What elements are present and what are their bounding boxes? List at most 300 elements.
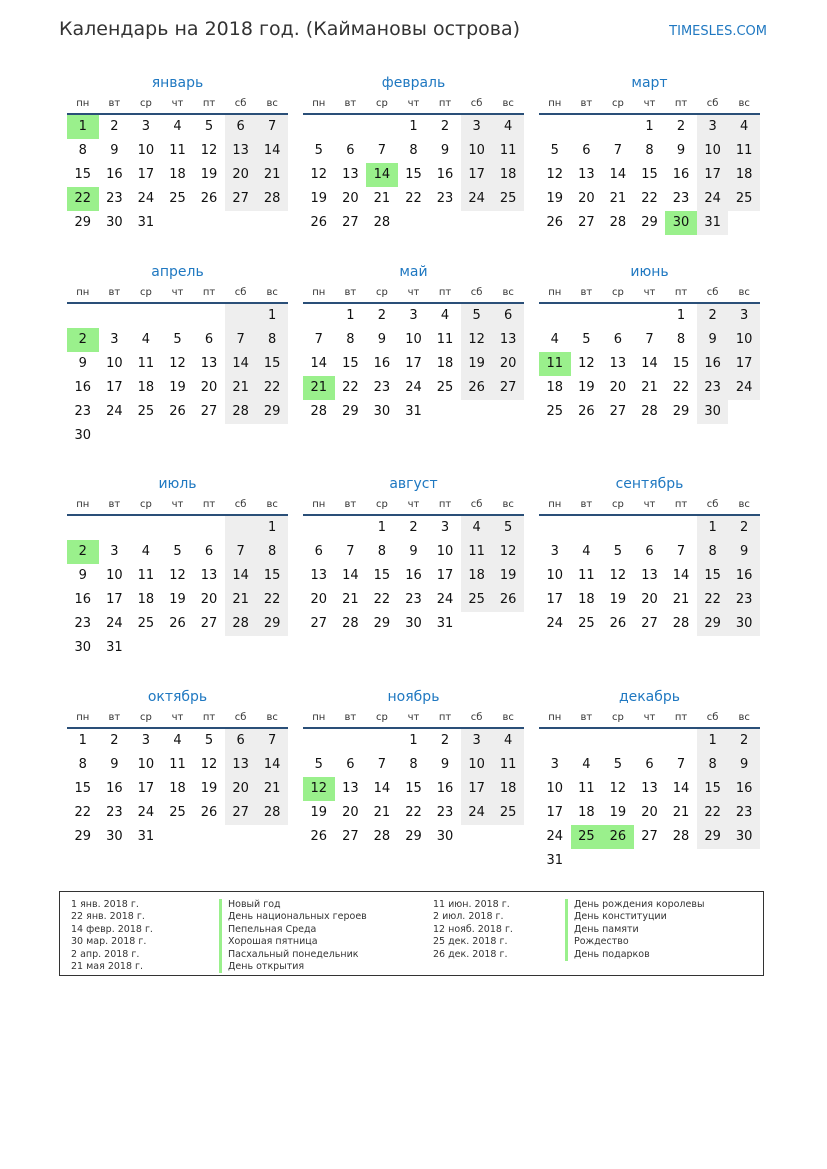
day-cell: 6 — [225, 729, 257, 753]
day-cell: 2 — [728, 729, 760, 753]
day-grid — [67, 115, 288, 235]
day-cell: 4 — [173, 733, 182, 748]
weekday-label: пт — [674, 499, 688, 510]
day-cell: 20 — [342, 191, 359, 206]
empty-cell — [193, 516, 225, 540]
legend-holiday-name: День памяти — [565, 924, 704, 936]
empty-cell — [162, 211, 194, 235]
day-cell: 29 — [641, 215, 658, 230]
day-cell: 6 — [204, 332, 214, 347]
day-grid — [539, 115, 760, 235]
day-cell: 24 — [461, 187, 493, 211]
weekday-label: пн — [548, 712, 562, 723]
day-cell: 29 — [672, 404, 690, 419]
day-grid — [539, 729, 760, 873]
weekday-label: чт — [643, 499, 656, 510]
day-cell: 14 — [366, 163, 398, 187]
weekday-label: ср — [611, 712, 624, 723]
day-cell: 7 — [377, 757, 387, 772]
weekday-label: вт — [344, 499, 357, 510]
month-name: март — [631, 75, 668, 91]
weekday-label: ср — [375, 287, 388, 298]
day-cell: 17 — [106, 380, 123, 395]
empty-cell — [492, 400, 524, 424]
empty-cell — [67, 304, 99, 328]
weekday-label: пн — [548, 98, 562, 109]
day-cell: 7 — [676, 544, 686, 559]
day-cell: 22 — [373, 592, 391, 607]
weekday-label: ср — [375, 712, 388, 723]
month-block — [67, 687, 288, 849]
day-cell: 31 — [697, 211, 729, 235]
day-cell: 15 — [697, 564, 729, 588]
weekday-label: пн — [312, 98, 326, 109]
weekday-label: пн — [312, 712, 326, 723]
empty-cell — [256, 636, 288, 660]
day-cell: 2 — [110, 733, 119, 748]
day-cell: 24 — [461, 801, 493, 825]
day-cell: 6 — [582, 143, 591, 158]
day-cell: 4 — [582, 757, 591, 772]
weekday-header — [303, 285, 524, 301]
month-name: апрель — [151, 264, 204, 280]
day-cell: 19 — [461, 352, 493, 376]
day-cell: 17 — [461, 777, 493, 801]
month-block — [303, 474, 524, 636]
day-cell: 1 — [645, 119, 654, 134]
day-cell: 19 — [169, 380, 186, 395]
day-cell: 6 — [314, 544, 323, 559]
day-cell: 24 — [405, 380, 422, 395]
day-cell: 12 — [546, 167, 564, 182]
day-grid — [539, 304, 760, 424]
empty-cell — [303, 115, 335, 139]
day-cell: 24 — [436, 592, 454, 607]
day-cell: 17 — [546, 592, 564, 607]
empty-cell — [571, 849, 603, 873]
month-name: февраль — [381, 75, 446, 91]
day-cell: 16 — [373, 356, 391, 371]
weekday-label: вт — [108, 287, 121, 298]
day-cell: 21 — [672, 805, 690, 820]
day-cell: 2 — [697, 304, 729, 328]
day-cell: 18 — [728, 163, 760, 187]
day-cell: 6 — [613, 332, 623, 347]
day-cell: 7 — [613, 143, 623, 158]
day-cell: 9 — [728, 753, 760, 777]
weekday-label: вт — [344, 712, 357, 723]
day-cell: 29 — [256, 612, 288, 636]
day-cell: 19 — [609, 592, 627, 607]
day-cell: 12 — [169, 568, 186, 583]
weekday-label: сб — [470, 499, 483, 510]
day-cell: 25 — [546, 404, 564, 419]
day-cell: 18 — [461, 564, 493, 588]
day-cell: 21 — [641, 380, 658, 395]
day-cell: 2 — [67, 328, 99, 352]
day-cell: 27 — [578, 215, 595, 230]
day-cell: 8 — [676, 332, 686, 347]
day-cell: 19 — [169, 592, 186, 607]
day-cell: 7 — [225, 540, 257, 564]
day-cell: 1 — [676, 308, 686, 323]
day-cell: 10 — [728, 328, 760, 352]
weekday-label: ср — [375, 98, 388, 109]
day-cell: 27 — [310, 616, 328, 631]
weekday-label: сб — [470, 712, 483, 723]
day-cell: 2 — [110, 119, 119, 134]
weekday-label: ср — [139, 712, 152, 723]
day-cell: 29 — [256, 400, 288, 424]
empty-cell — [162, 825, 194, 849]
weekday-label: пт — [438, 712, 452, 723]
day-cell: 10 — [546, 568, 564, 583]
day-cell: 16 — [106, 781, 123, 796]
day-cell: 14 — [310, 356, 328, 371]
empty-cell — [335, 729, 367, 753]
day-cell: 5 — [582, 332, 591, 347]
weekday-label: вт — [108, 712, 121, 723]
day-cell: 11 — [539, 352, 571, 376]
day-cell: 4 — [461, 516, 493, 540]
weekday-label: чт — [643, 712, 656, 723]
day-cell: 13 — [641, 781, 658, 796]
legend-date: 2 июл. 2018 г. — [433, 911, 504, 923]
day-cell: 25 — [492, 801, 524, 825]
day-cell: 17 — [405, 356, 422, 371]
empty-cell — [162, 636, 194, 660]
empty-cell — [99, 304, 131, 328]
day-cell: 22 — [342, 380, 359, 395]
day-cell: 16 — [728, 564, 760, 588]
empty-cell — [602, 849, 634, 873]
day-cell: 6 — [204, 544, 214, 559]
day-cell: 17 — [137, 781, 155, 796]
month-block — [539, 73, 760, 235]
day-cell: 14 — [225, 564, 257, 588]
day-cell: 10 — [436, 544, 454, 559]
day-cell: 18 — [492, 777, 524, 801]
empty-cell — [67, 516, 99, 540]
day-cell: 12 — [578, 356, 595, 371]
empty-cell — [461, 825, 493, 849]
weekday-label: сб — [234, 499, 247, 510]
empty-cell — [225, 211, 257, 235]
month-name: декабрь — [618, 689, 681, 705]
day-cell: 21 — [256, 777, 288, 801]
day-cell: 21 — [342, 592, 359, 607]
day-cell: 28 — [609, 215, 627, 230]
day-cell: 14 — [342, 568, 359, 583]
day-cell: 18 — [169, 781, 186, 796]
day-cell: 5 — [173, 332, 182, 347]
weekday-header — [67, 710, 288, 726]
day-cell: 14 — [672, 781, 690, 796]
day-cell: 19 — [310, 191, 328, 206]
day-cell: 5 — [314, 143, 323, 158]
legend-date: 25 дек. 2018 г. — [433, 936, 508, 948]
day-cell: 18 — [169, 167, 186, 182]
month-block — [539, 474, 760, 636]
day-cell: 23 — [373, 380, 391, 395]
empty-cell — [461, 211, 493, 235]
day-cell: 9 — [110, 757, 119, 772]
legend-date: 12 нояб. 2018 г. — [433, 923, 513, 935]
weekday-label: пт — [438, 499, 452, 510]
day-cell: 19 — [200, 781, 218, 796]
day-cell: 1 — [78, 733, 87, 748]
weekday-label: вс — [738, 712, 750, 723]
weekday-label: вт — [580, 287, 593, 298]
weekday-label: ср — [375, 499, 388, 510]
weekday-label: пт — [438, 98, 452, 109]
weekday-header — [67, 497, 288, 513]
day-cell: 10 — [461, 139, 493, 163]
day-cell: 3 — [141, 733, 151, 748]
day-cell: 6 — [346, 757, 355, 772]
day-cell: 14 — [373, 781, 391, 796]
weekday-label: вс — [266, 712, 278, 723]
day-cell: 30 — [405, 616, 422, 631]
day-cell: 3 — [550, 757, 559, 772]
weekday-label: вс — [502, 712, 514, 723]
day-cell: 15 — [405, 167, 422, 182]
legend-holiday-name: День открытия — [219, 961, 367, 973]
day-cell: 19 — [492, 564, 524, 588]
weekday-header — [67, 285, 288, 301]
day-cell: 22 — [697, 588, 729, 612]
day-cell: 7 — [645, 332, 654, 347]
day-cell: 7 — [256, 115, 288, 139]
month-name: май — [399, 264, 428, 280]
day-cell: 11 — [436, 332, 454, 347]
day-cell: 20 — [641, 592, 658, 607]
day-cell: 25 — [461, 588, 493, 612]
day-cell: 27 — [225, 187, 257, 211]
day-cell: 23 — [697, 376, 729, 400]
day-cell: 7 — [225, 328, 257, 352]
month-block — [67, 474, 288, 660]
day-cell: 9 — [377, 332, 387, 347]
day-cell: 20 — [492, 352, 524, 376]
day-cell: 19 — [578, 380, 595, 395]
day-cell: 25 — [137, 616, 155, 631]
day-cell: 16 — [728, 777, 760, 801]
day-cell: 28 — [225, 612, 257, 636]
day-cell: 17 — [461, 163, 493, 187]
day-cell: 7 — [377, 143, 387, 158]
day-grid — [303, 516, 524, 636]
day-cell: 30 — [106, 215, 123, 230]
day-cell: 13 — [225, 139, 257, 163]
legend-date: 30 мар. 2018 г. — [71, 936, 147, 948]
day-cell: 1 — [67, 115, 99, 139]
weekday-header — [303, 497, 524, 513]
day-cell: 31 — [137, 829, 155, 844]
day-cell: 13 — [225, 753, 257, 777]
day-cell: 28 — [641, 404, 658, 419]
empty-cell — [193, 211, 225, 235]
weekday-label: сб — [470, 287, 483, 298]
day-cell: 5 — [492, 516, 524, 540]
day-cell: 21 — [225, 376, 257, 400]
weekday-label: чт — [407, 499, 420, 510]
empty-cell — [571, 115, 603, 139]
weekday-header — [539, 710, 760, 726]
empty-cell — [602, 304, 634, 328]
day-cell: 15 — [256, 564, 288, 588]
weekday-header — [303, 710, 524, 726]
weekday-label: сб — [470, 98, 483, 109]
day-cell: 9 — [440, 757, 450, 772]
day-cell: 26 — [578, 404, 595, 419]
day-cell: 21 — [373, 191, 391, 206]
day-cell: 15 — [256, 352, 288, 376]
legend-dates-left — [71, 899, 153, 973]
day-cell: 1 — [409, 733, 418, 748]
month-name: ноябрь — [387, 689, 440, 705]
day-cell: 25 — [436, 380, 454, 395]
empty-cell — [634, 849, 666, 873]
day-cell: 10 — [137, 757, 155, 772]
day-cell: 24 — [728, 376, 760, 400]
empty-cell — [665, 849, 697, 873]
day-cell: 8 — [78, 143, 87, 158]
day-cell: 12 — [303, 777, 335, 801]
weekday-label: пн — [76, 287, 90, 298]
day-cell: 31 — [106, 640, 123, 655]
weekday-label: вс — [266, 98, 278, 109]
day-cell: 12 — [169, 356, 186, 371]
day-cell: 28 — [373, 215, 391, 230]
day-cell: 10 — [697, 139, 729, 163]
day-cell: 26 — [546, 215, 564, 230]
day-cell: 31 — [137, 215, 155, 230]
day-grid — [539, 516, 760, 636]
day-cell: 27 — [225, 801, 257, 825]
weekday-label: сб — [234, 287, 247, 298]
legend-date: 14 февр. 2018 г. — [71, 923, 153, 935]
day-cell: 18 — [546, 380, 564, 395]
day-cell: 12 — [609, 568, 627, 583]
month-block — [303, 73, 524, 235]
day-cell: 13 — [310, 568, 328, 583]
weekday-label: чт — [171, 712, 184, 723]
empty-cell — [571, 304, 603, 328]
day-cell: 22 — [256, 588, 288, 612]
day-cell: 16 — [74, 592, 92, 607]
day-cell: 25 — [169, 805, 186, 820]
day-cell: 7 — [346, 544, 355, 559]
weekday-label: сб — [706, 287, 719, 298]
day-cell: 7 — [256, 729, 288, 753]
empty-cell — [602, 729, 634, 753]
day-cell: 13 — [492, 328, 524, 352]
day-cell: 16 — [672, 167, 690, 182]
page-title: Календарь на 2018 год. (Каймановы острова) — [59, 18, 521, 40]
day-cell: 4 — [141, 544, 151, 559]
day-cell: 27 — [609, 404, 627, 419]
day-cell: 20 — [609, 380, 627, 395]
day-cell: 22 — [697, 801, 729, 825]
day-cell: 8 — [409, 143, 418, 158]
site-link[interactable]: TIMESLES.COM — [669, 24, 767, 39]
weekday-label: ср — [611, 287, 624, 298]
day-cell: 29 — [342, 404, 359, 419]
weekday-label: пт — [202, 499, 216, 510]
legend-holiday-name: Пасхальный понедельник — [219, 949, 367, 961]
day-cell: 10 — [461, 753, 493, 777]
empty-cell — [728, 211, 760, 235]
month-name: январь — [151, 75, 204, 91]
legend-holiday-name: День конституции — [565, 911, 704, 923]
day-cell: 27 — [200, 616, 218, 631]
day-cell: 30 — [373, 404, 391, 419]
day-cell: 14 — [609, 167, 627, 182]
day-cell: 11 — [578, 568, 595, 583]
day-cell: 7 — [676, 757, 686, 772]
weekday-label: пн — [312, 499, 326, 510]
day-cell: 6 — [492, 304, 524, 328]
day-cell: 11 — [137, 568, 155, 583]
day-cell: 23 — [728, 801, 760, 825]
day-cell: 20 — [641, 805, 658, 820]
day-cell: 2 — [67, 540, 99, 564]
weekday-label: вс — [502, 98, 514, 109]
empty-cell — [492, 612, 524, 636]
empty-cell — [303, 516, 335, 540]
weekday-label: пт — [438, 287, 452, 298]
empty-cell — [602, 516, 634, 540]
weekday-label: вт — [344, 98, 357, 109]
day-cell: 18 — [137, 592, 155, 607]
day-cell: 9 — [440, 143, 450, 158]
legend-date: 2 апр. 2018 г. — [71, 948, 140, 960]
day-cell: 23 — [106, 191, 123, 206]
day-cell: 10 — [546, 781, 564, 796]
day-cell: 11 — [578, 781, 595, 796]
day-cell: 7 — [314, 332, 323, 347]
weekday-label: пн — [76, 712, 90, 723]
day-cell: 16 — [436, 167, 454, 182]
day-cell: 3 — [110, 332, 119, 347]
day-cell: 8 — [256, 540, 288, 564]
weekday-label: чт — [407, 287, 420, 298]
day-cell: 16 — [74, 380, 92, 395]
day-cell: 15 — [74, 167, 92, 182]
day-grid — [67, 729, 288, 849]
day-cell: 3 — [110, 544, 119, 559]
day-cell: 4 — [141, 332, 151, 347]
day-cell: 24 — [546, 616, 564, 631]
day-cell: 13 — [200, 568, 218, 583]
day-cell: 26 — [602, 825, 634, 849]
day-cell: 3 — [461, 115, 493, 139]
weekday-label: сб — [234, 712, 247, 723]
day-cell: 17 — [546, 805, 564, 820]
day-cell: 24 — [546, 829, 564, 844]
day-cell: 16 — [697, 352, 729, 376]
day-cell: 19 — [200, 167, 218, 182]
day-cell: 1 — [256, 304, 288, 328]
month-name: август — [389, 476, 438, 492]
month-name: октябрь — [147, 689, 208, 705]
weekday-label: вс — [502, 287, 514, 298]
empty-cell — [492, 211, 524, 235]
day-cell: 11 — [169, 143, 186, 158]
day-cell: 26 — [200, 805, 218, 820]
month-block — [67, 262, 288, 448]
